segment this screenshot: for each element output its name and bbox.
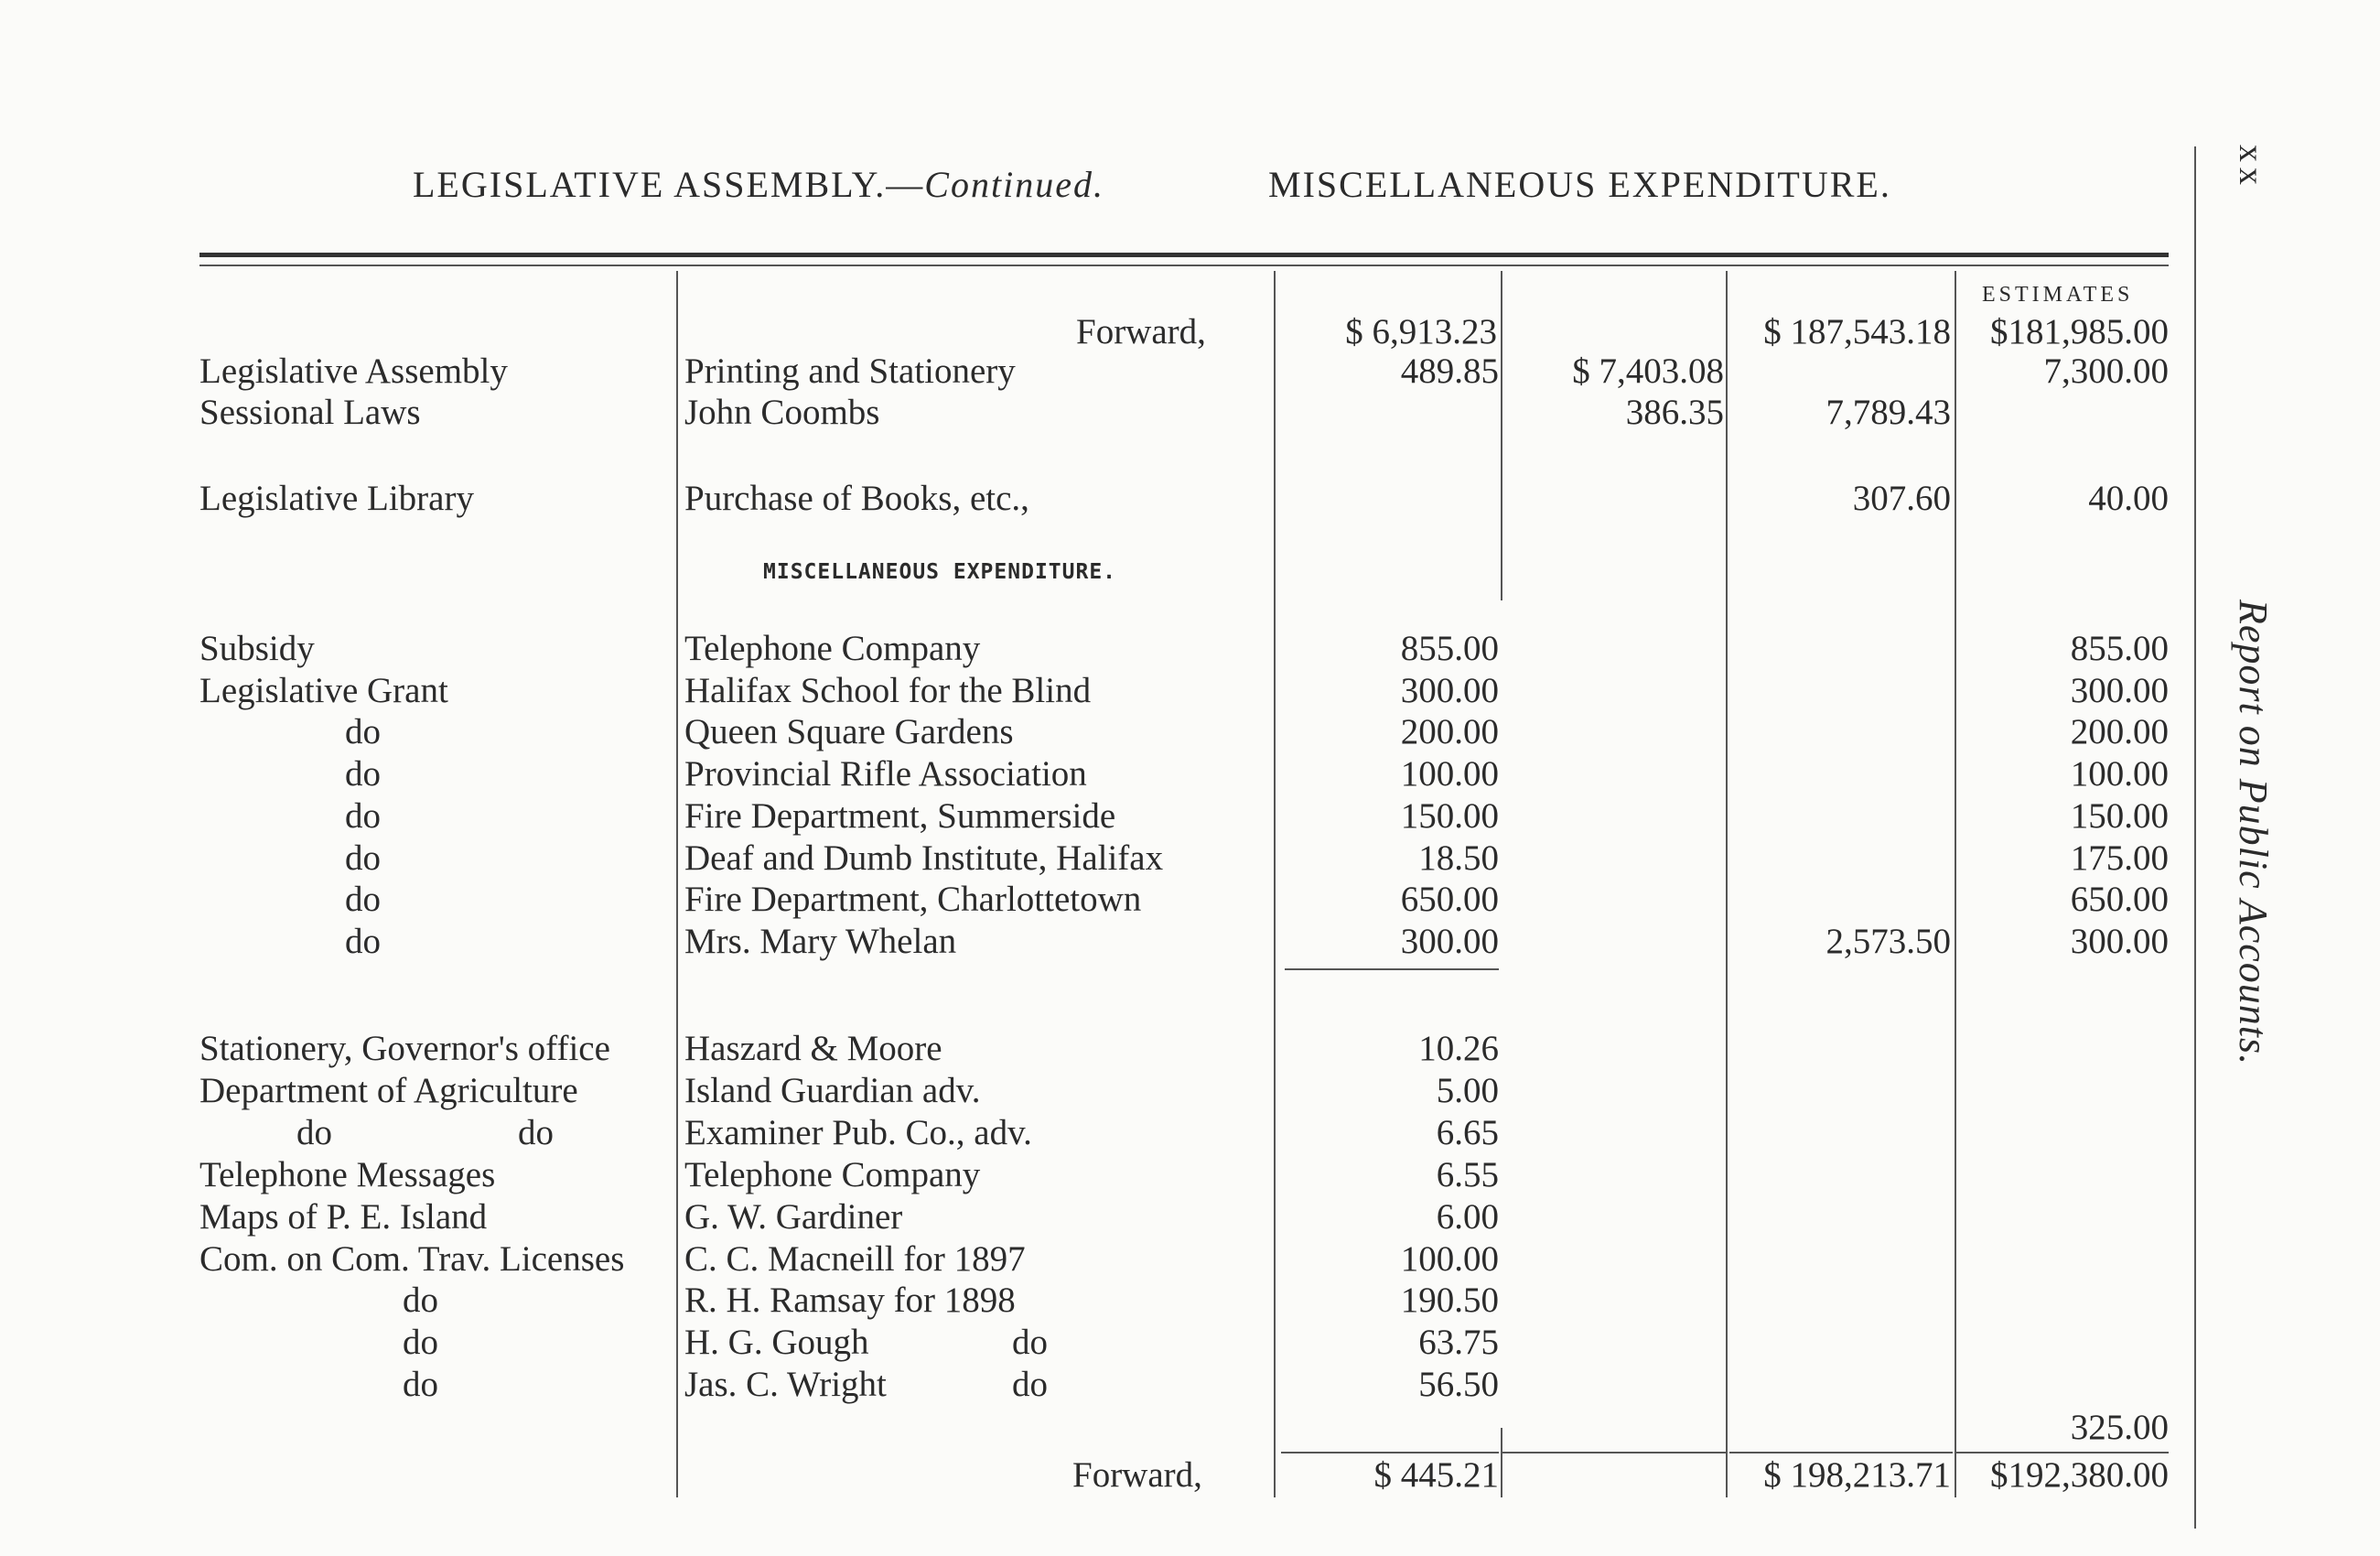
row-amount-c4: 855.00 [2070,629,2169,668]
column-divider-3b [1501,1428,1502,1497]
header-rule-thick [199,253,2169,257]
row-payee: Telephone Company [684,629,981,668]
header-rule-thin [199,265,2169,266]
row-amount-c1: 300.00 [1400,922,1499,961]
forward-top-c4: $181,985.00 [1990,312,2169,351]
estimate-extra: 325.00 [2070,1408,2169,1447]
row-amount-c1: 10.26 [1418,1029,1499,1068]
row-amount-c1: 855.00 [1400,629,1499,668]
row-item: do [403,1280,438,1320]
row-payee: R. H. Ramsay for 1898 [684,1280,1016,1320]
bottom-rule-c1 [1281,1452,1499,1453]
row-amount-c2: 386.35 [1625,393,1724,432]
row-item: do [345,712,381,751]
row-amount-c1: 6.55 [1436,1155,1499,1194]
bottom-rule-c2 [1502,1452,1726,1453]
row-payee: John Coombs [684,393,880,432]
row-amount-c3: 2,573.50 [1825,922,1951,961]
row-item: do [296,1113,332,1152]
bottom-rule-c4 [1956,1452,2169,1453]
page-number: xx [2232,145,2270,190]
row-item: Subsidy [199,629,315,668]
row-payee: Provincial Rifle Association [684,754,1087,794]
row-amount-c4: 150.00 [2070,796,2169,836]
row-amount-c3: 307.60 [1852,479,1951,518]
row-payee: G. W. Gardiner [684,1197,903,1237]
row-payee: Mrs. Mary Whelan [684,922,957,961]
row-item: do [403,1365,438,1404]
row-payee: Telephone Company [684,1155,981,1194]
forward-bottom-c1: $ 445.21 [1373,1455,1499,1495]
row-payee: Fire Department, Summerside [684,796,1116,836]
column-divider-3 [1501,271,1502,600]
row-item: do [403,1323,438,1362]
row-item: do [345,880,381,919]
row-payee-ditto: do [1012,1365,1048,1404]
row-payee: H. G. Gough [684,1323,869,1362]
row-item: Sessional Laws [199,393,421,432]
row-amount-c4: 100.00 [2070,754,2169,794]
row-payee: Printing and Stationery [684,351,1016,391]
forward-top-c3: $ 187,543.18 [1763,312,1951,351]
row-payee: Halifax School for the Blind [684,671,1092,710]
page-header-left [413,164,1104,205]
row-amount-c4: 200.00 [2070,712,2169,751]
row-amount-c1: 650.00 [1400,880,1499,919]
right-margin-rule [2194,146,2196,1529]
side-title: Report on Public Accounts. [2231,600,2276,1066]
row-amount-c1: 200.00 [1400,712,1499,751]
row-payee: Queen Square Gardens [684,712,1014,751]
row-payee: Haszard & Moore [684,1029,942,1068]
bottom-rule-c3 [1729,1452,1953,1453]
row-amount-c4: 300.00 [2070,922,2169,961]
header-section-title: LEGISLATIVE ASSEMBLY.— [413,164,925,205]
row-payee-ditto: do [1012,1323,1048,1362]
row-payee: Fire Department, Charlottetown [684,880,1142,919]
row-payee: Island Guardian adv. [684,1071,981,1110]
row-amount-c1: 100.00 [1400,1239,1499,1279]
row-amount-c2: $ 7,403.08 [1572,351,1724,391]
forward-top-label: Forward, [1076,312,1206,351]
forward-bottom-label: Forward, [1072,1455,1202,1495]
row-item: Com. on Com. Trav. Licenses [199,1239,625,1279]
row-payee: C. C. Macneill for 1897 [684,1239,1026,1279]
subtotal-rule [1285,968,1499,970]
row-amount-c1: 56.50 [1418,1365,1499,1404]
row-payee: Purchase of Books, etc., [684,479,1029,518]
row-amount-c1: 5.00 [1436,1071,1499,1110]
column-divider-1 [676,271,678,1497]
row-amount-c1: 18.50 [1418,838,1499,878]
row-item: do [345,796,381,836]
row-item: Legislative Grant [199,671,448,710]
row-item: Legislative Assembly [199,351,508,391]
row-amount-c4: 7,300.00 [2043,351,2169,391]
row-item: do [345,922,381,961]
section-heading: MISCELLANEOUS EXPENDITURE. [763,560,1117,584]
header-continued-label: Continued. [924,164,1104,205]
row-amount-c1: 6.65 [1436,1113,1499,1152]
row-item: Legislative Library [199,479,474,518]
row-amount-c1: 63.75 [1418,1323,1499,1362]
row-item: Stationery, Governor's office [199,1029,610,1068]
row-amount-c4: 650.00 [2070,880,2169,919]
estimates-label: ESTIMATES [1982,283,2134,307]
forward-top-c1: $ 6,913.23 [1345,312,1497,351]
column-divider-4 [1726,271,1728,1497]
row-item: Department of Agriculture [199,1071,578,1110]
row-amount-c1: 150.00 [1400,796,1499,836]
row-amount-c1: 6.00 [1436,1197,1499,1237]
forward-bottom-c4: $192,380.00 [1990,1455,2169,1495]
row-amount-c1: 300.00 [1400,671,1499,710]
row-item: Maps of P. E. Island [199,1197,488,1237]
row-amount-c1: 100.00 [1400,754,1499,794]
row-item: Telephone Messages [199,1155,496,1194]
row-payee: Examiner Pub. Co., adv. [684,1113,1032,1152]
row-payee: Jas. C. Wright [684,1365,887,1404]
row-amount-c4: 300.00 [2070,671,2169,710]
column-divider-2 [1274,271,1276,1497]
row-amount-c1: 489.85 [1400,351,1499,391]
row-item: do [345,754,381,794]
page-header-right: MISCELLANEOUS EXPENDITURE. [1268,164,1891,205]
row-item-ditto: do [518,1113,554,1152]
forward-bottom-c3: $ 198,213.71 [1763,1455,1951,1495]
row-item: do [345,838,381,878]
row-amount-c4: 175.00 [2070,838,2169,878]
row-amount-c3: 7,789.43 [1825,393,1951,432]
row-payee: Deaf and Dumb Institute, Halifax [684,838,1164,878]
row-amount-c4: 40.00 [2088,479,2169,518]
row-amount-c1: 190.50 [1400,1280,1499,1320]
